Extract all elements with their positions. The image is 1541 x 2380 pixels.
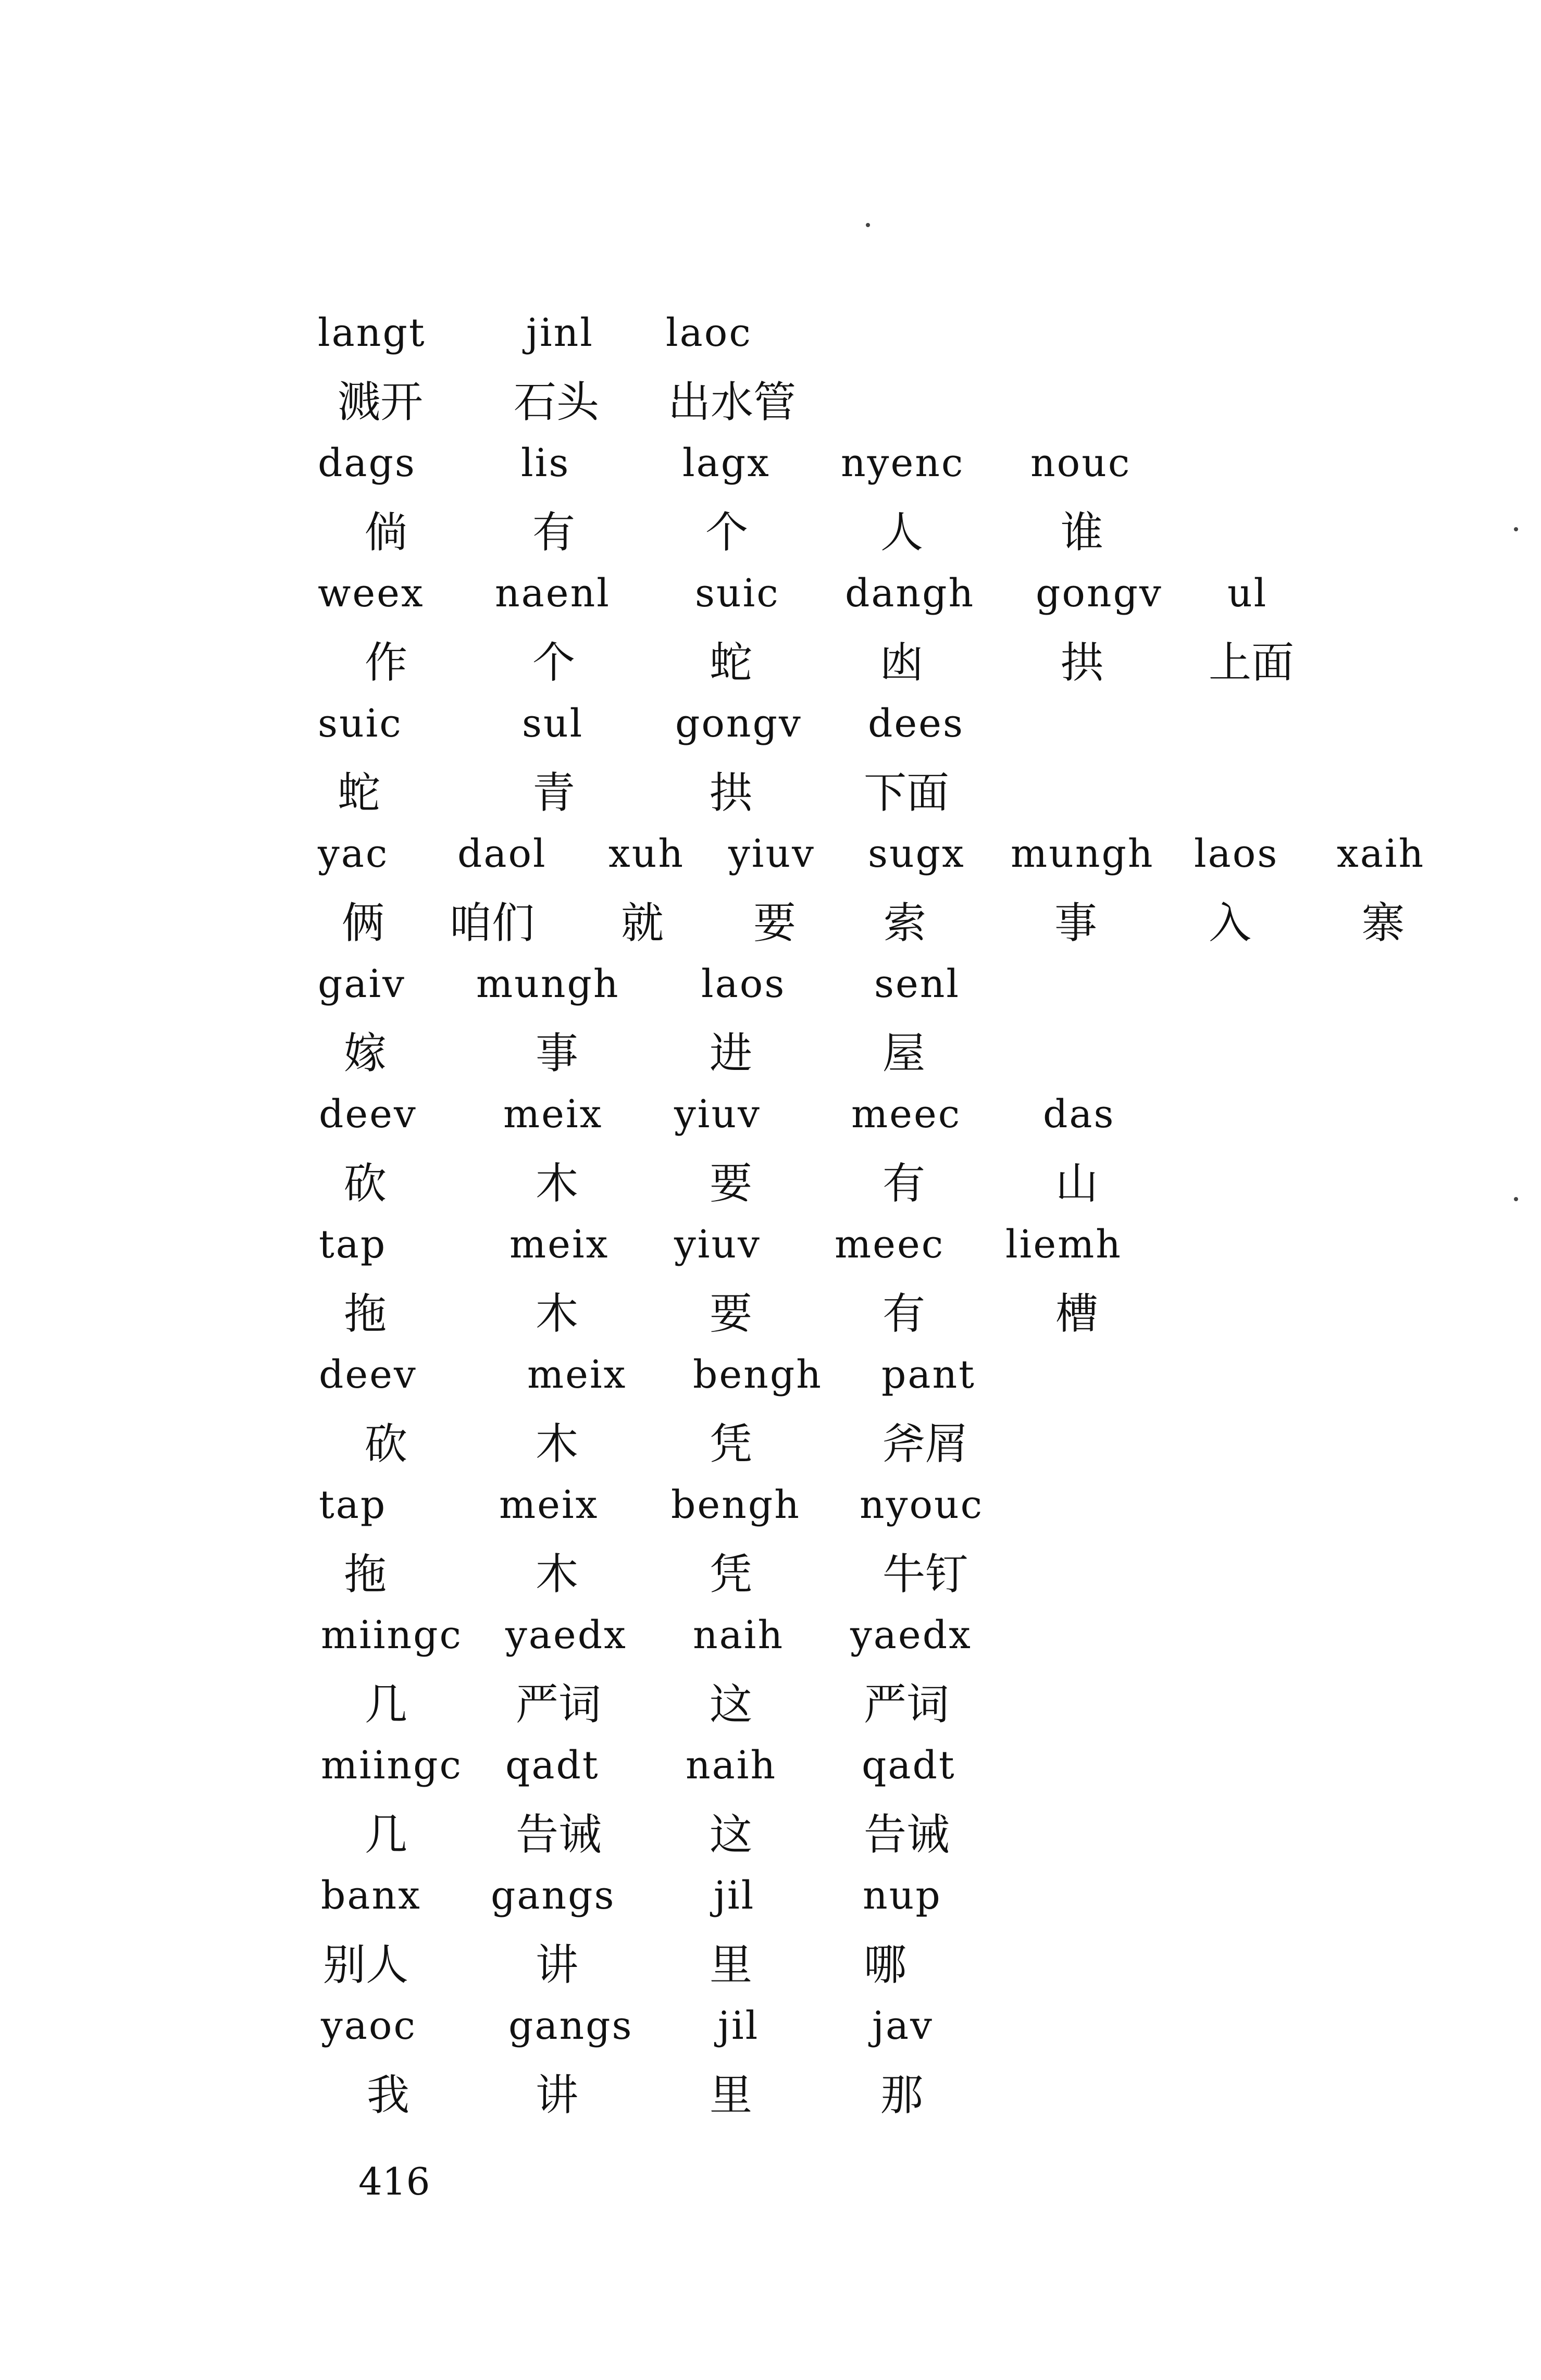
chinese-gloss: 哪 xyxy=(864,1940,907,1990)
romanized-word: gaiv xyxy=(318,962,406,1006)
romanized-word: nyenc xyxy=(841,441,965,485)
romanized-word: deev xyxy=(319,1092,417,1137)
chinese-gloss: 事 xyxy=(536,1029,579,1078)
chinese-gloss: 几 xyxy=(365,1680,408,1729)
romanized-word: yaedx xyxy=(505,1613,627,1658)
romanized-word: jinl xyxy=(526,310,594,355)
romanized-word: sugx xyxy=(868,831,965,876)
chinese-gloss: 这 xyxy=(710,1810,753,1860)
chinese-gloss: 告诫 xyxy=(864,1810,950,1860)
chinese-gloss: 出水管 xyxy=(668,378,797,427)
romanized-word: gangs xyxy=(508,2003,633,2048)
romanized-word: yac xyxy=(318,831,389,876)
chinese-gloss: 木 xyxy=(536,1550,579,1599)
romanized-word: banx xyxy=(321,1873,421,1918)
chinese-gloss: 屋 xyxy=(883,1029,926,1078)
chinese-gloss: 拱 xyxy=(1061,638,1104,688)
print-speck xyxy=(1514,1197,1518,1201)
romanized-word: senl xyxy=(874,962,961,1006)
chinese-gloss: 木 xyxy=(536,1159,579,1208)
romanized-word: jil xyxy=(718,2003,760,2048)
romanized-word: lagx xyxy=(682,441,770,485)
romanized-word: dags xyxy=(318,441,416,485)
chinese-gloss: 溅开 xyxy=(338,378,424,427)
romanized-word: langt xyxy=(318,310,426,355)
romanized-word: naih xyxy=(693,1613,785,1658)
chinese-gloss: 讲 xyxy=(536,2071,579,2120)
chinese-gloss: 里 xyxy=(710,2071,753,2120)
romanized-word: nup xyxy=(863,1873,942,1918)
chinese-gloss: 别人 xyxy=(323,1940,409,1990)
romanized-word: meix xyxy=(527,1352,627,1397)
chinese-gloss: 木 xyxy=(536,1419,579,1469)
chinese-gloss: 要 xyxy=(753,899,797,948)
print-speck xyxy=(866,223,870,227)
romanized-word: xaih xyxy=(1337,831,1425,876)
chinese-gloss: 倘 xyxy=(365,508,408,557)
print-speck xyxy=(1514,527,1518,531)
chinese-gloss: 索 xyxy=(884,899,927,948)
chinese-gloss: 石头 xyxy=(514,378,600,427)
chinese-gloss: 进 xyxy=(710,1029,753,1078)
romanized-word: weex xyxy=(318,571,425,616)
chinese-gloss: 斧屑 xyxy=(883,1419,968,1469)
chinese-gloss: 槽 xyxy=(1055,1289,1099,1339)
romanized-word: lis xyxy=(521,441,570,485)
chinese-gloss: 就 xyxy=(621,899,664,948)
chinese-gloss: 作 xyxy=(365,638,408,688)
chinese-gloss: 这 xyxy=(710,1680,753,1729)
romanized-word: suic xyxy=(318,701,403,746)
chinese-gloss: 事 xyxy=(1054,899,1098,948)
chinese-gloss: 里 xyxy=(710,1940,753,1990)
romanized-word: laoc xyxy=(666,310,752,355)
romanized-word: jil xyxy=(714,1873,755,1918)
chinese-gloss: 咱们 xyxy=(449,899,535,948)
romanized-word: yaedx xyxy=(850,1613,972,1658)
romanized-word: dangh xyxy=(845,571,975,616)
chinese-gloss: 我 xyxy=(367,2071,410,2120)
chinese-gloss: 有 xyxy=(883,1159,926,1208)
romanized-word: dees xyxy=(868,701,964,746)
romanized-word: mungh xyxy=(476,962,620,1006)
romanized-word: naenl xyxy=(495,571,611,616)
romanized-word: das xyxy=(1043,1092,1115,1137)
romanized-word: miingc xyxy=(321,1613,463,1658)
page-number: 416 xyxy=(358,2160,430,2203)
chinese-gloss: 告诫 xyxy=(516,1810,602,1860)
romanized-word: laos xyxy=(701,962,786,1006)
chinese-gloss: 个 xyxy=(532,638,576,688)
romanized-word: meec xyxy=(835,1222,945,1267)
chinese-gloss: 上面 xyxy=(1209,638,1295,688)
chinese-gloss: 个 xyxy=(705,508,749,557)
romanized-word: deev xyxy=(319,1352,417,1397)
chinese-gloss: 砍 xyxy=(365,1419,408,1469)
chinese-gloss: 拖 xyxy=(344,1550,387,1599)
chinese-gloss: 有 xyxy=(532,508,576,557)
chinese-gloss: 拱 xyxy=(710,768,753,818)
chinese-gloss: 凭 xyxy=(710,1550,753,1599)
chinese-gloss: 寨 xyxy=(1362,899,1405,948)
romanized-word: xuh xyxy=(608,831,685,876)
romanized-word: bengh xyxy=(671,1482,801,1527)
romanized-word: daol xyxy=(457,831,547,876)
romanized-word: meec xyxy=(851,1092,962,1137)
romanized-word: nyouc xyxy=(860,1482,984,1527)
chinese-gloss: 谁 xyxy=(1061,508,1104,557)
chinese-gloss: 凭 xyxy=(710,1419,753,1469)
chinese-gloss: 牛钉 xyxy=(883,1550,968,1599)
chinese-gloss: 蛇 xyxy=(710,638,753,688)
chinese-gloss: 砍 xyxy=(344,1159,387,1208)
romanized-word: liemh xyxy=(1005,1222,1122,1267)
romanized-word: yiuv xyxy=(674,1092,761,1137)
chinese-gloss: 嫁 xyxy=(344,1029,387,1078)
romanized-word: yiuv xyxy=(728,831,815,876)
chinese-gloss: 严词 xyxy=(864,1680,950,1729)
chinese-gloss: 人 xyxy=(880,508,924,557)
chinese-gloss: 俩 xyxy=(342,899,385,948)
chinese-gloss: 要 xyxy=(710,1289,753,1339)
romanized-word: gangs xyxy=(491,1873,616,1918)
chinese-gloss: 入 xyxy=(1209,899,1252,948)
chinese-gloss: 青 xyxy=(532,768,576,818)
romanized-word: gongv xyxy=(675,701,802,746)
chinese-gloss: 几 xyxy=(365,1810,408,1860)
romanized-word: miingc xyxy=(321,1743,463,1788)
chinese-gloss: 凼 xyxy=(880,638,924,688)
romanized-word: sul xyxy=(522,701,584,746)
romanized-word: suic xyxy=(695,571,780,616)
chinese-gloss: 下面 xyxy=(864,768,950,818)
chinese-gloss: 木 xyxy=(536,1289,579,1339)
romanized-word: bengh xyxy=(693,1352,823,1397)
romanized-word: yaoc xyxy=(321,2003,417,2048)
chinese-gloss: 拖 xyxy=(344,1289,387,1339)
chinese-gloss: 有 xyxy=(883,1289,926,1339)
romanized-word: ul xyxy=(1227,571,1268,616)
romanized-word: meix xyxy=(509,1222,610,1267)
chinese-gloss: 要 xyxy=(710,1159,753,1208)
romanized-word: mungh xyxy=(1011,831,1154,876)
romanized-word: jav xyxy=(872,2003,934,2048)
romanized-word: meix xyxy=(503,1092,603,1137)
romanized-word: tap xyxy=(319,1222,387,1267)
romanized-word: naih xyxy=(686,1743,777,1788)
romanized-word: yiuv xyxy=(674,1222,761,1267)
romanized-word: qadt xyxy=(505,1743,600,1788)
romanized-word: gongv xyxy=(1036,571,1163,616)
romanized-word: nouc xyxy=(1030,441,1132,485)
romanized-word: laos xyxy=(1194,831,1279,876)
chinese-gloss: 那 xyxy=(880,2071,924,2120)
chinese-gloss: 蛇 xyxy=(338,768,381,818)
chinese-gloss: 山 xyxy=(1055,1159,1099,1208)
chinese-gloss: 讲 xyxy=(536,1940,579,1990)
romanized-word: pant xyxy=(881,1352,976,1397)
romanized-word: meix xyxy=(499,1482,599,1527)
romanized-word: qadt xyxy=(862,1743,956,1788)
chinese-gloss: 严词 xyxy=(516,1680,602,1729)
romanized-word: tap xyxy=(319,1482,387,1527)
